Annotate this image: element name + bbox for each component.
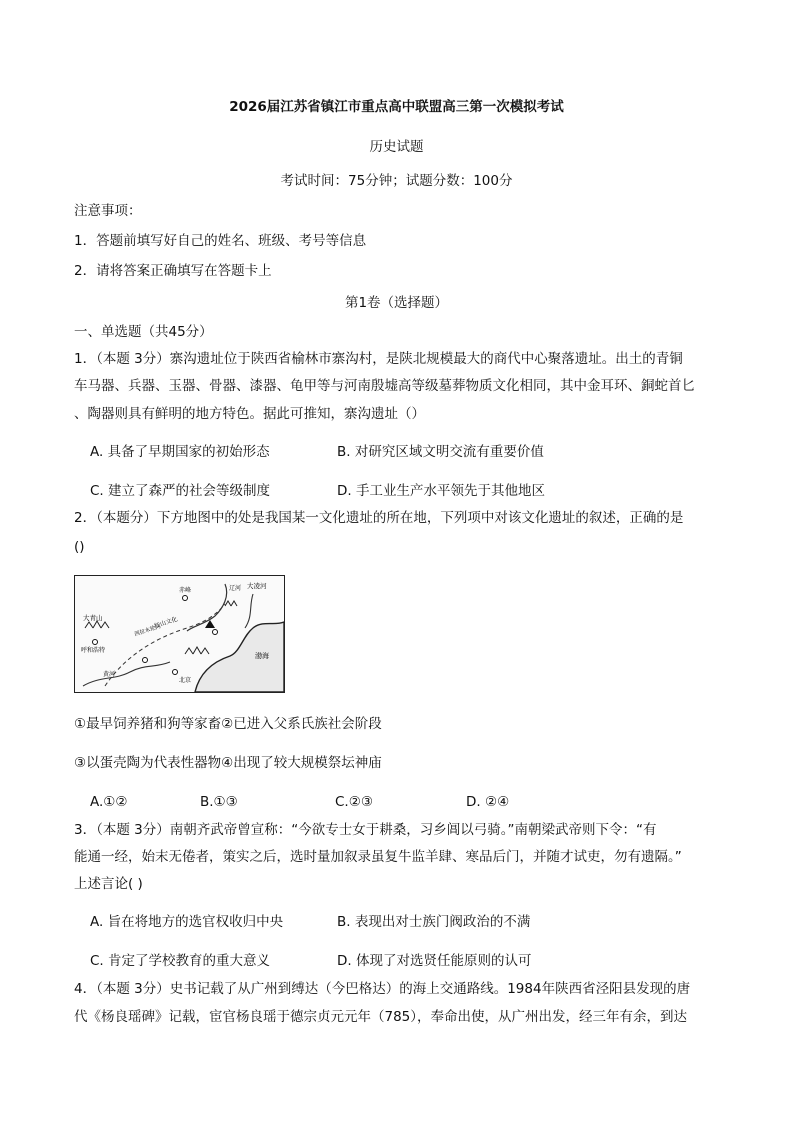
map-label: 黄河 bbox=[103, 671, 116, 678]
question-4-line: 代《杨良瑶碑》记载，宦官杨良瑶于德宗贞元元年（785），奉命出使，从广州出发，经三年有余，到达 bbox=[74, 1009, 688, 1025]
note-item: 1．答题前填写好自己的姓名、班级、考号等信息 bbox=[74, 233, 367, 249]
volume-title: 第1卷（选择题） bbox=[344, 295, 449, 311]
subject-title: 历史试题 bbox=[369, 139, 424, 155]
question-3-line: 上述言论( ) bbox=[74, 876, 143, 892]
question-3-option-c[interactable]: C. 肯定了学校教育的重大意义 bbox=[90, 953, 271, 969]
map-label: 辽河 bbox=[229, 585, 242, 592]
question-2-line: () bbox=[74, 539, 85, 555]
map-label: 呼和浩特 bbox=[81, 647, 106, 654]
question-1-option-a[interactable]: A. 具备了早期国家的初始形态 bbox=[90, 444, 270, 460]
map-graphic bbox=[75, 576, 284, 692]
question-1-line: 、陶器则具有鲜明的地方特色。据此可推知，寨沟遗址（） bbox=[74, 406, 425, 422]
exam-title: 2026届江苏省镇江市重点高中联盟高三第一次模拟考试 bbox=[229, 99, 564, 115]
question-1-option-d[interactable]: D. 手工业生产水平领先于其他地区 bbox=[337, 483, 545, 499]
exam-info: 考试时间：75分钟；试题分数：100分 bbox=[280, 173, 513, 189]
question-1-line: 1．（本题 3分）寨沟遗址位于陕西省榆林市寨沟村，是陕北规模最大的商代中心聚落遗址。出土的青铜 bbox=[74, 351, 683, 367]
question-3-line: 3．（本题 3分）南朝齐武帝曾宣称：“今欲专士女于耕桑，习乡阊以弓骑。”南朝梁武帝则下令：“有 bbox=[74, 822, 657, 838]
question-2-option-a[interactable]: A.①② bbox=[90, 794, 128, 810]
map-label: 大凌河 bbox=[247, 582, 267, 590]
culture-site-map bbox=[74, 575, 285, 693]
map-label: 北京 bbox=[179, 677, 192, 684]
question-1-line: 车马器、兵器、玉器、骨器、漆器、龟甲等与河南殷墟高等级墓葬物质文化相同，其中金耳环、銅蛇首匕 bbox=[74, 378, 695, 394]
question-3-option-b[interactable]: B. 表现出对士族门阀政治的不满 bbox=[337, 914, 531, 930]
question-1-option-b[interactable]: B. 对研究区域文明交流有重要价值 bbox=[337, 444, 544, 460]
question-2-option-c[interactable]: C.②③ bbox=[335, 794, 373, 810]
question-2-statements: ③以蛋壳陶为代表性器物④出现了较大规模祭坛神庙 bbox=[74, 755, 382, 771]
map-label: 赤峰 bbox=[179, 587, 192, 594]
question-1-option-c[interactable]: C. 建立了森严的社会等级制度 bbox=[90, 483, 271, 499]
question-4-line: 4．（本题 3分）史书记载了从广州到缚达（今巴格达）的海上交通路线。1984年陕西省泾阳县发现的唐 bbox=[74, 981, 691, 997]
map-label: 大青山 bbox=[83, 614, 103, 622]
map-label: 渤海 bbox=[255, 652, 269, 660]
question-3-option-a[interactable]: A. 旨在将地方的选官权收归中央 bbox=[90, 914, 284, 930]
question-3-line: 能通一经，始末无倦者，策实之后，选时量加叙录虽复牛监羊肆、寒品后门，并随才试吏，勿有遗隔。” bbox=[74, 849, 682, 865]
notes-heading: 注意事项： bbox=[74, 203, 142, 219]
question-2-statements: ①最早饲养猪和狗等家畜②已进入父系氏族社会阶段 bbox=[74, 716, 382, 732]
question-2-line: 2．（本题分）下方地图中的处是我国某一文化遗址的所在地，下列项中对该文化遗址的叙述，正确的是 bbox=[74, 510, 684, 526]
question-2-option-b[interactable]: B.①③ bbox=[200, 794, 238, 810]
map-label: 红山文化 bbox=[153, 615, 179, 630]
question-2-option-d[interactable]: D. ②④ bbox=[466, 794, 510, 810]
map-label: 西拉木伦河 bbox=[133, 623, 162, 638]
section-title: 一、单选题（共45分） bbox=[74, 324, 213, 340]
question-3-option-d[interactable]: D. 体现了对选贤任能原则的认可 bbox=[337, 953, 532, 969]
note-item: 2．请将答案正确填写在答题卡上 bbox=[74, 263, 272, 279]
